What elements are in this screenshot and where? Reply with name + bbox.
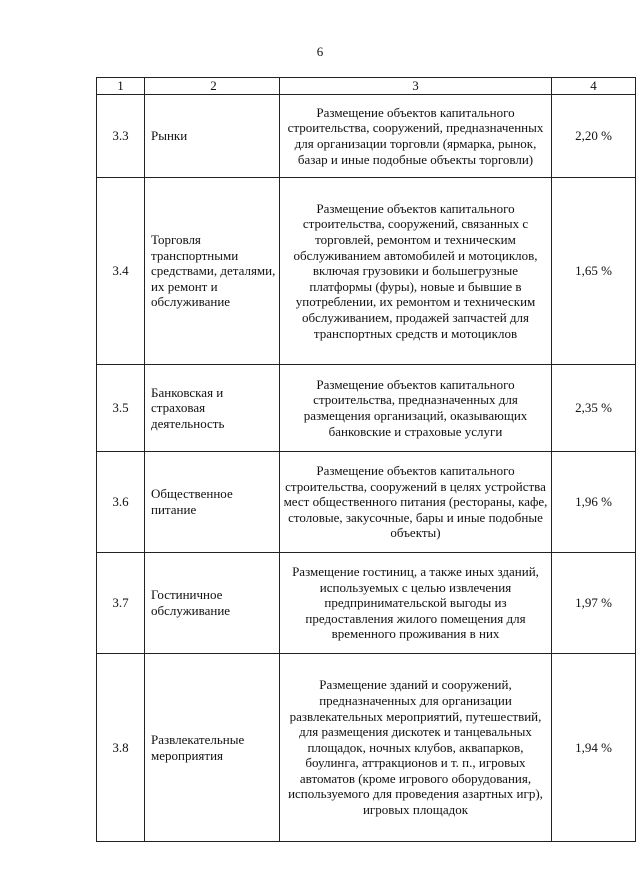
- row-description: Размещение объектов капитального строительства, сооружений, предназначенных для организации торговли (ярмарка, рынок, базар и иные подобные объекты торговли): [280, 95, 552, 178]
- table-row: [97, 365, 636, 452]
- row-code: 3.6: [97, 452, 145, 553]
- row-code: 3.8: [97, 654, 145, 842]
- land-use-table: [96, 77, 636, 842]
- row-value: 1,96 %: [552, 452, 636, 553]
- row-name: Общественное питание: [145, 452, 280, 553]
- row-name: Банковская и страховая деятельность: [145, 365, 280, 452]
- row-name: Рынки: [145, 95, 280, 178]
- header-col-4: 4: [552, 78, 636, 95]
- row-description: Размещение объектов капитального строительства, сооружений в целях устройства мест общественного питания (рестораны, кафе, столовые, закусочные, бары и иные подобные объекты): [280, 452, 552, 553]
- row-code: 3.3: [97, 95, 145, 178]
- page-number: 6: [316, 44, 324, 59]
- row-value: 1,65 %: [552, 178, 636, 365]
- header-col-3: 3: [280, 78, 552, 95]
- row-value: 1,94 %: [552, 654, 636, 842]
- table-header-row: [97, 78, 636, 95]
- row-description: Размещение объектов капитального строительства, сооружений, связанных с торговлей, ремонтом и техническим обслуживанием автомобилей и мотоциклов, включая грузовики и большегрузные платформы (фуры), новые и бывшие в употреблении, их ремонтом и техническим обслуживанием, продажей запчастей для транспортных средств и мотоциклов: [280, 178, 552, 365]
- row-name: Гостиничное обслуживание: [145, 553, 280, 654]
- table-row: [97, 178, 636, 365]
- table-row: [97, 452, 636, 553]
- row-value: 2,35 %: [552, 365, 636, 452]
- row-code: 3.4: [97, 178, 145, 365]
- header-col-2: 2: [145, 78, 280, 95]
- row-name: Развлекательные мероприятия: [145, 654, 280, 842]
- row-description: Размещение зданий и сооружений, предназначенных для организации развлекательных мероприятий, путешествий, для размещения дискотек и танцевальных площадок, ночных клубов, аквапарков, боулинга, аттракционов и т. п., игровых автоматов (кроме игрового оборудования, используемого для проведения азартных игр), игровых площадок: [280, 654, 552, 842]
- table-row: [97, 553, 636, 654]
- header-col-1: 1: [97, 78, 145, 95]
- table-row: [97, 654, 636, 842]
- row-name: Торговля транспортными средствами, деталями, их ремонт и обслуживание: [145, 178, 280, 365]
- table-row: [97, 95, 636, 178]
- row-description: Размещение гостиниц, а также иных зданий, используемых с целью извлечения предпринимательской выгоды из предоставления жилого помещения для временного проживания в них: [280, 553, 552, 654]
- row-value: 1,97 %: [552, 553, 636, 654]
- row-code: 3.5: [97, 365, 145, 452]
- row-description: Размещение объектов капитального строительства, предназначенных для размещения организаций, оказывающих банковские и страховые услуги: [280, 365, 552, 452]
- row-value: 2,20 %: [552, 95, 636, 178]
- row-code: 3.7: [97, 553, 145, 654]
